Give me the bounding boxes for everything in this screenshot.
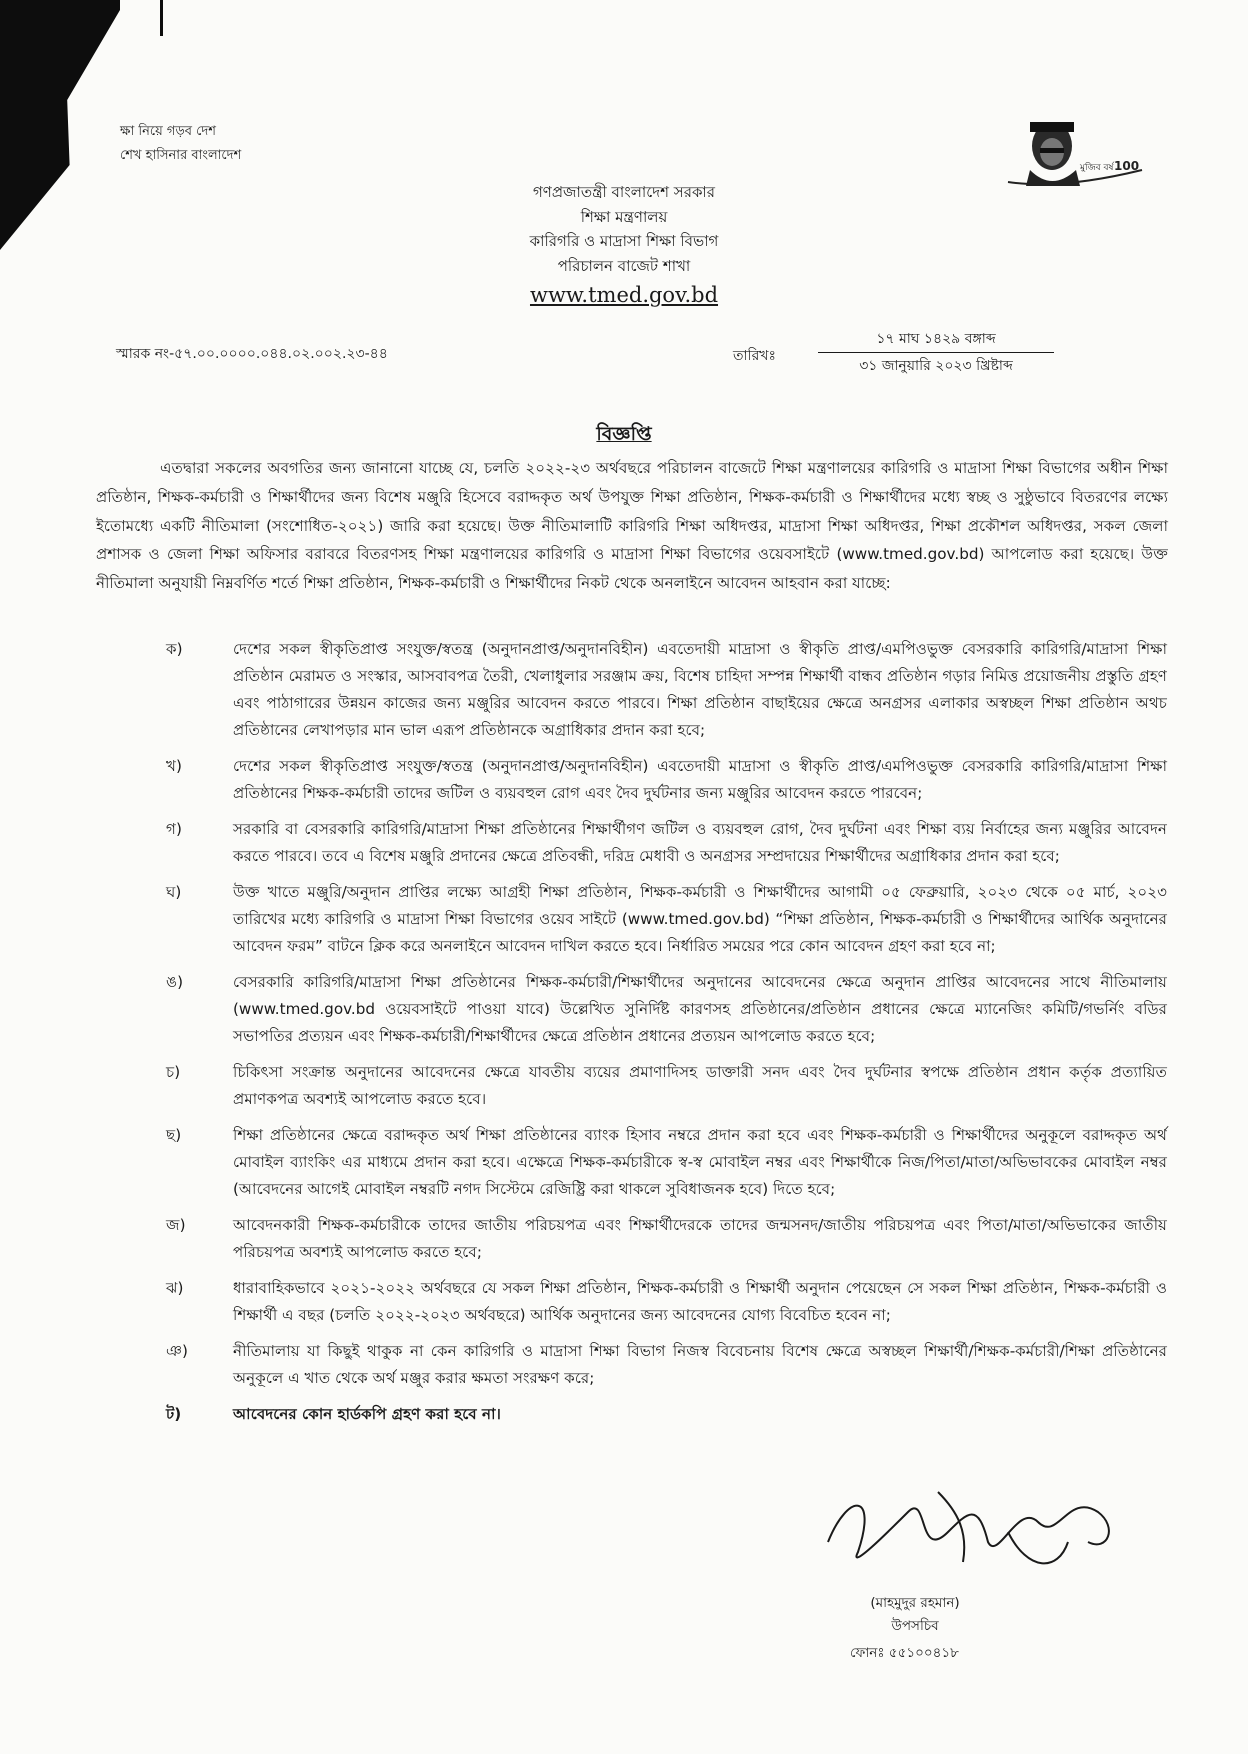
website-link[interactable]: www.tmed.gov.bd (529, 283, 719, 307)
item-text: উক্ত খাতে মঞ্জুরি/অনুদান প্রাপ্তির লক্ষ্যে আগ্রহী শিক্ষা প্রতিষ্ঠান, শিক্ষক-কর্মচারী ও শিক্ষার্থীদের আগামী ০৫ ফেব্রুয়ারি, ২০২৩ থেকে ০৫ মার্চ, ২০২৩ তারিখের মধ্যে কারিগরি ও মাদ্রাসা শিক্ষা বিভাগের ওয়েব সাইটে (www.tmed.gov.bd) “শিক্ষা প্রতিষ্ঠান, শিক্ষক-কর্মচারী ও শিক্ষার্থীদের আর্থিক অনুদানের আবেদন ফরম” বাটনে ক্লিক করে অনলাইনে আবেদন দাখিল করতে হবে। নির্ধারিত সময়ের পরে কোন আবেদন গ্রহণ করা হবে না; (233, 883, 1167, 955)
item-text: আবেদনের কোন হার্ডকপি গ্রহণ করা হবে না। (233, 1405, 501, 1423)
ministry-name: শিক্ষা মন্ত্রণালয় (580, 207, 668, 226)
letterhead (0, 180, 1248, 312)
item-text: নীতিমালায় যা কিছুই থাকুক না কেন কারিগরি ও মাদ্রাসা শিক্ষা বিভাগ নিজস্ব বিবেচনায় বিশেষ ক্ষেত্রে অস্বচ্ছল শিক্ষার্থী/শিক্ষক-কর্মচারী/শিক্ষা প্রতিষ্ঠানের অনুকূলে এ খাত থেকে অর্থ মঞ্জুর করার ক্ষমতা সংরক্ষণ করে; (233, 1342, 1167, 1387)
govt-name: গণপ্রজাতন্ত্রী বাংলাদেশ সরকার (532, 183, 716, 201)
svg-text:মুজিব বর্ষ: মুজিব বর্ষ (1080, 163, 1114, 173)
signer-designation: উপসচিব (891, 1618, 939, 1634)
date-label: তারিখঃ (733, 348, 776, 364)
signer-block (840, 1592, 990, 1638)
notice-title: বিজ্ঞপ্তি (596, 423, 652, 445)
branch-name: পরিচালন বাজেট শাখা (557, 256, 691, 275)
item-number: ঘ) (166, 883, 182, 901)
slogan-line-2: শেখ হাসিনার বাংলাদেশ (120, 148, 242, 163)
memo-reference: স্মারক নং-৫৭.০০.০০০০.০৪৪.০২.০০২.২৩-৪৪ (116, 346, 388, 362)
notice-item (0, 816, 1248, 870)
item-number: ক) (166, 640, 183, 658)
notice-item (0, 1059, 1248, 1113)
signature (818, 1472, 1138, 1582)
item-text: সরকারি বা বেসরকারি কারিগরি/মাদ্রাসা শিক্ষা প্রতিষ্ঠানের শিক্ষার্থীগণ জটিল ও ব্যয়বহুল রোগ, দৈব দুর্ঘটনা এবং শিক্ষা ব্যয় নির্বাহের জন্য মঞ্জুরির আবেদন করতে পারবে। তবে এ বিশেষ মঞ্জুরি প্রদানের ক্ষেত্রে প্রতিবন্ধী, দরিদ্র মেধাবী ও অনগ্রসর সম্প্রদায়ের শিক্ষার্থীদের অগ্রাধিকার প্রদান করা হবে; (233, 820, 1167, 865)
item-text: দেশের সকল স্বীকৃতিপ্রাপ্ত সংযুক্ত/স্বতন্ত্র (অনুদানপ্রাপ্ত/অনুদানবিহীন) এবতেদায়ী মাদ্রাসা ও স্বীকৃতি প্রাপ্ত/এমপিওভুক্ত বেসরকারি কারিগরি/মাদ্রাসা শিক্ষা প্রতিষ্ঠানের শিক্ষক-কর্মচারী তাদের জটিল ও ব্যয়বহুল রোগ এবং দৈব দুর্ঘটনার জন্য মঞ্জুরির আবেদন করতে পারবেন; (233, 757, 1167, 802)
date-block (818, 326, 1054, 379)
signer-phone: ফোনঃ ৫৫১০০৪১৮ (850, 1645, 959, 1661)
item-number: খ) (166, 757, 182, 775)
notice-item (0, 636, 1248, 744)
notice-item (0, 1212, 1248, 1266)
item-text: চিকিৎসা সংক্রান্ত অনুদানের আবেদনের ক্ষেত্রে যাবতীয় ব্যয়ের প্রমাণাদিসহ ডাক্তারী সনদ এবং দৈব দুর্ঘটনার স্বপক্ষে প্রতিষ্ঠান প্রধান কর্তৃক প্রত্যায়িত প্রমাণকপত্র অবশ্যই আপলোড করতে হবে। (233, 1063, 1167, 1108)
notice-item (0, 1401, 1248, 1428)
notice-item (0, 1275, 1248, 1329)
slogan-line-1: ক্ষা নিয়ে গড়ব দেশ (120, 124, 216, 139)
item-number: ঝ) (166, 1279, 184, 1297)
notice-item (0, 969, 1248, 1050)
corner-ink-line (160, 0, 163, 36)
notice-item (0, 1338, 1248, 1392)
item-text: ধারাবাহিকভাবে ২০২১-২০২২ অর্থবছরে যে সকল শিক্ষা প্রতিষ্ঠান, শিক্ষক-কর্মচারী ও শিক্ষার্থী অনুদান পেয়েছেন সে সকল শিক্ষা প্রতিষ্ঠান, শিক্ষক-কর্মচারী ও শিক্ষার্থী এ বছর (চলতি ২০২২-২০২৩ অর্থবছরে) আর্থিক অনুদানের জন্য আবেদনের যোগ্য বিবেচিত হবেন না; (233, 1279, 1167, 1324)
signer-name: (মাহমুদুর রহমান) (870, 1595, 960, 1611)
notice-item (0, 1122, 1248, 1203)
notice-intro: এতদ্বারা সকলের অবগতির জন্য জানানো যাচ্ছে যে, চলতি ২০২২-২৩ অর্থবছরে পরিচালন বাজেটে শিক্ষা মন্ত্রণালয়ের কারিগরি ও মাদ্রাসা শিক্ষা বিভাগের অধীন শিক্ষা প্রতিষ্ঠান, শিক্ষক-কর্মচারী ও শিক্ষার্থীদের জন্য বিশেষ মঞ্জুরি হিসেবে বরাদ্দকৃত অর্থ উপযুক্ত শিক্ষা প্রতিষ্ঠান, শিক্ষক-কর্মচারী ও শিক্ষার্থীদের মধ্যে স্বচ্ছ ও সুষ্ঠুভাবে বিতরণের লক্ষ্যে ইতোমধ্যে একটি নীতিমালা (সংশোধিত-২০২১) জারি করা হয়েছে। উক্ত নীতিমালাটি কারিগরি শিক্ষা অধিদপ্তর, মাদ্রাসা শিক্ষা অধিদপ্তর, শিক্ষা প্রকৌশল অধিদপ্তর, সকল জেলা প্রশাসক ও জেলা শিক্ষা অফিসার বরাবরে বিতরণসহ শিক্ষা মন্ত্রণালয়ের কারিগরি ও মাদ্রাসা শিক্ষা বিভাগের ওয়েবসাইটে (www.tmed.gov.bd) আপলোড করা হয়েছে। উক্ত নীতিমালা অনুযায়ী নিম্নবর্ণিত শর্তে শিক্ষা প্রতিষ্ঠান, শিক্ষক-কর্মচারী ও শিক্ষার্থীদের নিকট থেকে অনলাইনে আবেদন আহবান করা যাচ্ছে: (96, 459, 1168, 593)
item-number: ছ) (166, 1126, 182, 1144)
slogan (120, 120, 241, 168)
item-text: বেসরকারি কারিগরি/মাদ্রাসা শিক্ষা প্রতিষ্ঠানের শিক্ষক-কর্মচারী/শিক্ষার্থীদের অনুদানের আবেদনের ক্ষেত্রে অনুদান প্রাপ্তির আবেদনের সাথে নীতিমালায় (www.tmed.gov.bd ওয়েবসাইটে পাওয়া যাবে) উল্লেখিত সুনির্দিষ্ট কারণসহ প্রতিষ্ঠানের/প্রতিষ্ঠান প্রধানের ক্ষেত্রে ম্যানেজিং কমিটি/গভর্নিং বডির সভাপতির প্রত্যয়ন এবং শিক্ষক-কর্মচারী/শিক্ষার্থীদের ক্ষেত্রে প্রতিষ্ঠান প্রধানের প্রত্যয়ন আপলোড করতে হবে; (233, 973, 1167, 1045)
item-text: শিক্ষা প্রতিষ্ঠানের ক্ষেত্রে বরাদ্দকৃত অর্থ শিক্ষা প্রতিষ্ঠানের ব্যাংক হিসাব নম্বরে প্রদান করা হবে এবং শিক্ষক-কর্মচারী ও শিক্ষার্থীদের অনুকূলে বরাদ্দকৃত অর্থ মোবাইল ব্যাংকিং এর মাধ্যমে প্রদান করা হবে। এক্ষেত্রে শিক্ষক-কর্মচারীকে স্ব-স্ব মোবাইল নম্বর এবং শিক্ষার্থীকে নিজ/পিতা/মাতা/অভিভাবকের মোবাইল নম্বর (আবেদনের আগেই মোবাইল নম্বরটি নগদ সিস্টেমে রেজিষ্ট্রি করা থাকলে সুবিধাজনক হবে) দিতে হবে; (233, 1126, 1167, 1198)
item-number: চ) (166, 1063, 181, 1081)
date-english: ৩১ জানুয়ারি ২০২৩ খ্রিষ্টাব্দ (859, 358, 1013, 374)
item-text: দেশের সকল স্বীকৃতিপ্রাপ্ত সংযুক্ত/স্বতন্ত্র (অনুদানপ্রাপ্ত/অনুদানবিহীন) এবতেদায়ী মাদ্রাসা ও স্বীকৃতি প্রাপ্ত/এমপিওভুক্ত বেসরকারি কারিগরি/মাদ্রাসা শিক্ষা প্রতিষ্ঠান মেরামত ও সংস্কার, আসবাবপত্র তৈরী, খেলাধুলার সরঞ্জাম ক্রয়, বিশেষ চাহিদা সম্পন্ন শিক্ষার্থী বান্ধব প্রতিষ্ঠান গড়ার নিমিত্ত প্রয়োজনীয় প্রস্তুতি গ্রহণ এবং পাঠাগারের উন্নয়ন কাজের জন্য মঞ্জুরির আবেদন করতে পারবে। শিক্ষা প্রতিষ্ঠান বাছাইয়ের ক্ষেত্রে অনগ্রসর এলাকার অস্বচ্ছল শিক্ষা প্রতিষ্ঠান অথচ প্রতিষ্ঠানের লেখাপড়ার মান ভাল এরূপ প্রতিষ্ঠানকে অগ্রাধিকার প্রদান করা হবে; (233, 640, 1167, 739)
item-number: ঙ) (166, 973, 184, 991)
notice-item (0, 879, 1248, 960)
item-number: গ) (166, 820, 182, 838)
notice-item (0, 753, 1248, 807)
date-bangla: ১৭ মাঘ ১৪২৯ বঙ্গাব্দ (818, 326, 1054, 353)
notice-items (0, 636, 1248, 1437)
item-text: আবেদনকারী শিক্ষক-কর্মচারীকে তাদের জাতীয় পরিচয়পত্র এবং শিক্ষার্থীদেরকে তাদের জন্মসনদ/জাতীয় পরিচয়পত্র এবং পিতা/মাতা/অভিভাকের জাতীয় পরিচয়পত্র অবশ্যই আপলোড করতে হবে; (233, 1216, 1167, 1261)
item-number: ট) (166, 1405, 182, 1423)
division-name: কারিগরি ও মাদ্রাসা শিক্ষা বিভাগ (529, 232, 719, 250)
item-number: জ) (166, 1216, 186, 1234)
svg-text:100: 100 (1114, 159, 1140, 173)
item-number: ঞ) (166, 1342, 188, 1360)
